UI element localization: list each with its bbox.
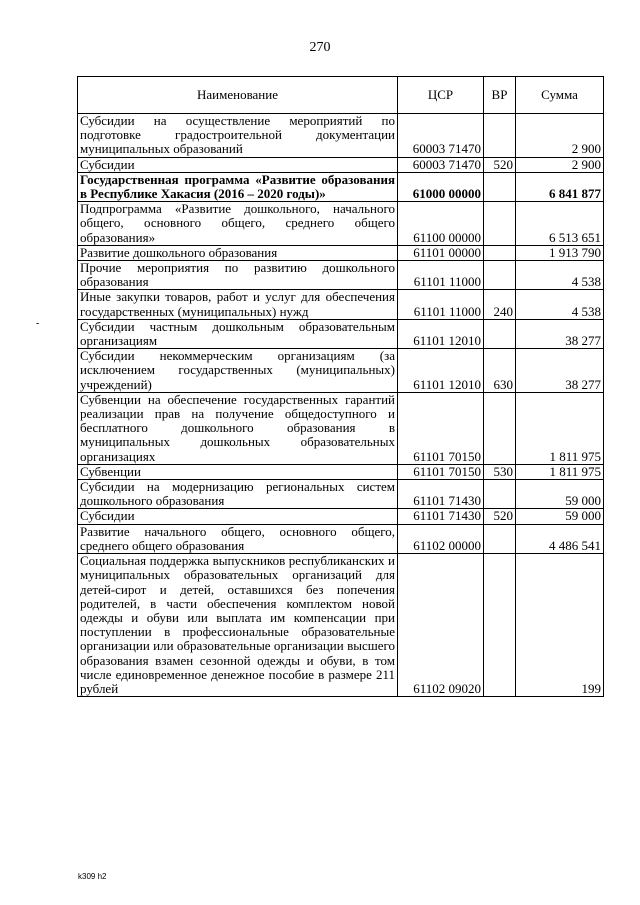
row-csr: 61101 11000 [398,290,484,319]
row-csr: 60003 71470 [398,157,484,172]
row-csr: 61101 12010 [398,349,484,393]
row-name: Субсидии некоммерческим организациям (за исключением государственных (муниципальных) учреждений) [78,349,398,393]
table-row [78,114,604,158]
table-row [78,261,604,290]
row-vr: 520 [484,157,516,172]
row-sum: 2 900 [516,157,604,172]
table-row [78,524,604,553]
row-sum: 4 538 [516,290,604,319]
table-row [78,319,604,348]
row-csr: 61102 00000 [398,524,484,553]
table-row [78,480,604,509]
row-csr: 61102 09020 [398,554,484,697]
row-name: Субсидии на модернизацию региональных систем дошкольного образования [78,480,398,509]
row-name: Социальная поддержка выпускников республиканских и муниципальных образовательных организаций для детей-сирот и детей, оставшихся без попечения родителей, в части обеспечения комплектом новой одежды и обуви или выплата им компенсации при поступлении в профессиональные образовательные организации или образовательные организации высшего образования взамен сезонной одежды и обуви, в том числе единовременное денежное пособие в размере 211 рублей [78,554,398,697]
table-row [78,157,604,172]
row-csr: 61101 00000 [398,245,484,260]
row-vr [484,319,516,348]
row-vr [484,524,516,553]
row-name: Субсидии частным дошкольным образовательным организациям [78,319,398,348]
table-row [78,392,604,464]
row-csr: 61101 11000 [398,261,484,290]
header-name: Наименование [78,77,398,114]
row-sum: 59 000 [516,480,604,509]
row-name: Субвенции на обеспечение государственных гарантий реализации прав на получение общедоступного и бесплатного дошкольного образования в муниципальных дошкольных образовательных организациях [78,392,398,464]
row-name: Государственная программа «Развитие образования в Республике Хакасия (2016 – 2020 годы)» [78,172,398,201]
row-sum: 4 538 [516,261,604,290]
row-vr [484,480,516,509]
row-name: Субсидии [78,157,398,172]
row-name: Развитие дошкольного образования [78,245,398,260]
row-vr: 240 [484,290,516,319]
row-csr: 60003 71470 [398,114,484,158]
row-name: Субсидии на осуществление мероприятий по подготовке градостроительной документации муниципальных образований [78,114,398,158]
row-csr: 61101 70150 [398,392,484,464]
row-name: Подпрограмма «Развитие дошкольного, начального общего, основного общего, среднего общего образования» [78,202,398,246]
row-name: Субсидии [78,509,398,524]
row-vr [484,114,516,158]
page-number: 270 [309,40,331,55]
header-sum: Сумма [516,77,604,114]
table-header-row [78,77,604,114]
row-sum: 1 913 790 [516,245,604,260]
footer-code: k309 h2 [78,872,107,881]
row-csr: 61101 71430 [398,480,484,509]
table-row [78,554,604,697]
row-vr [484,172,516,201]
row-sum: 6 841 877 [516,172,604,201]
row-csr: 61101 12010 [398,319,484,348]
row-name: Субвенции [78,464,398,479]
table-row [78,290,604,319]
row-sum: 6 513 651 [516,202,604,246]
row-vr [484,392,516,464]
row-vr [484,245,516,260]
row-sum: 199 [516,554,604,697]
header-vr: ВР [484,77,516,114]
row-vr [484,261,516,290]
margin-mark: - [36,318,40,329]
table-row [78,202,604,246]
table-row [78,172,604,201]
row-sum: 1 811 975 [516,392,604,464]
row-sum: 2 900 [516,114,604,158]
header-csr: ЦСР [398,77,484,114]
table-row [78,245,604,260]
budget-table [77,76,604,697]
row-csr: 61000 00000 [398,172,484,201]
row-sum: 38 277 [516,319,604,348]
row-vr [484,202,516,246]
row-vr [484,554,516,697]
row-vr: 520 [484,509,516,524]
row-sum: 59 000 [516,509,604,524]
row-vr: 630 [484,349,516,393]
row-csr: 61100 00000 [398,202,484,246]
row-name: Иные закупки товаров, работ и услуг для обеспечения государственных (муниципальных) нужд [78,290,398,319]
row-csr: 61101 70150 [398,464,484,479]
table-row [78,509,604,524]
row-sum: 1 811 975 [516,464,604,479]
row-csr: 61101 71430 [398,509,484,524]
row-sum: 38 277 [516,349,604,393]
row-name: Прочие мероприятия по развитию дошкольного образования [78,261,398,290]
row-name: Развитие начального общего, основного общего, среднего общего образования [78,524,398,553]
table-row [78,464,604,479]
table-row [78,349,604,393]
row-sum: 4 486 541 [516,524,604,553]
row-vr: 530 [484,464,516,479]
